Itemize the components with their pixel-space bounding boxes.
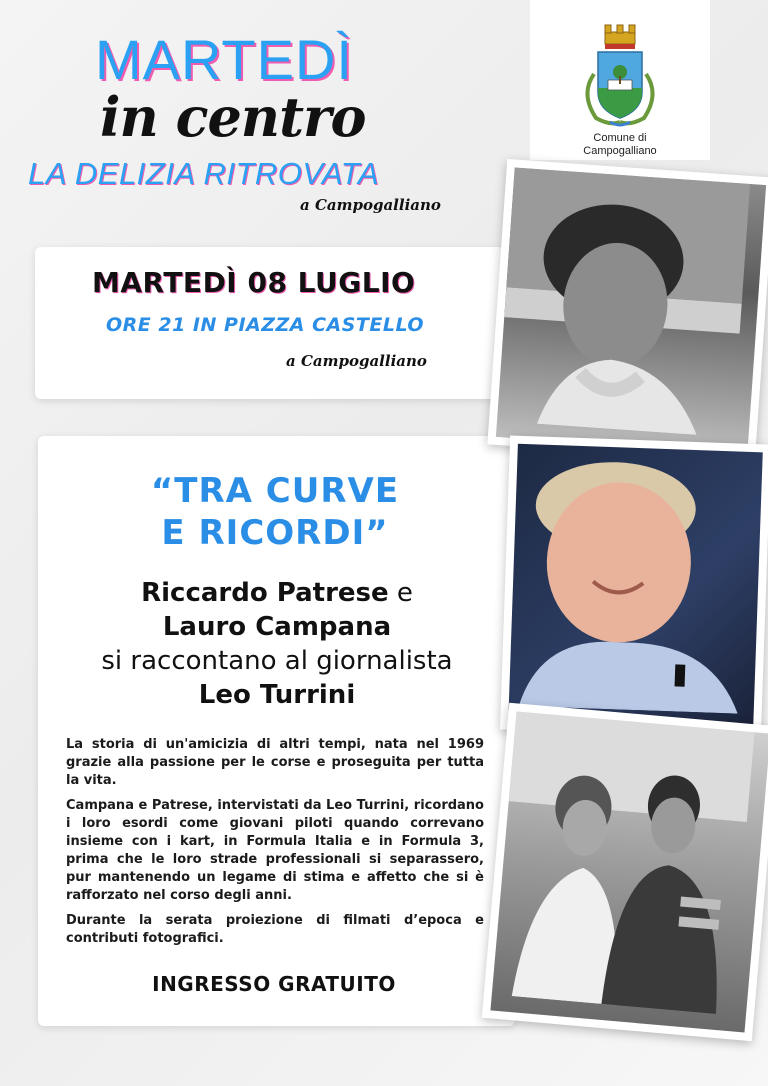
event-date: MARTEDÌ 08 LUGLIO: [92, 266, 416, 299]
event-time-place: ORE 21 IN PIAZZA CASTELLO: [106, 314, 425, 336]
description-paragraph-2: Campana e Patrese, intervistati da Leo Turrini, ricordano i loro esordi come giovani piloti quando correvano insieme con i kart, in Formula Italia e in Formula 3, prima che le loro strade professionali si separassero, pur mantenendo un legame di stima e affetto che si è rafforzato nel corso degli anni.: [66, 798, 484, 903]
logo-caption-line2: Campogalliano: [583, 145, 657, 157]
description-paragraph-1: La storia di un'amicizia di altri tempi, nata nel 1969 grazie alla passione per le corse e proseguita per tutta la vita.: [66, 737, 484, 788]
talk-title-line1: “TRA CURVE: [150, 471, 400, 511]
municipality-logo: [530, 0, 710, 160]
poster-subtitle: LA DELIZIA RITROVATA: [28, 156, 380, 191]
coat-of-arms-icon: [530, 14, 710, 144]
speaker-conjunction: e: [396, 578, 413, 608]
photo-young-driver: [487, 159, 768, 463]
journalist-name: Leo Turrini: [198, 680, 356, 710]
description-paragraph-3: Durante la serata proiezione di filmati d’epoca e contributi fotografici.: [66, 913, 484, 946]
talk-title-line2: E RICORDI”: [161, 513, 389, 553]
photo-two-drivers: [482, 703, 768, 1041]
admission-label: INGRESSO GRATUITO: [152, 972, 396, 996]
poster-title-script: in centro: [100, 85, 366, 149]
speakers-middle-text: si raccontano al giornalista: [101, 646, 453, 676]
speaker-name-2: Lauro Campana: [162, 612, 392, 642]
event-description: [66, 736, 484, 955]
speakers-block: [42, 576, 512, 712]
talk-title: [60, 470, 490, 554]
header-location: a Campogalliano: [300, 196, 441, 214]
speaker-name-1: Riccardo Patrese: [141, 578, 389, 608]
photo-journalist: [500, 436, 768, 739]
poster-title: MARTEDÌ: [95, 28, 353, 91]
logo-caption-line1: Comune di: [593, 132, 647, 144]
event-location: a Campogalliano: [286, 352, 427, 370]
